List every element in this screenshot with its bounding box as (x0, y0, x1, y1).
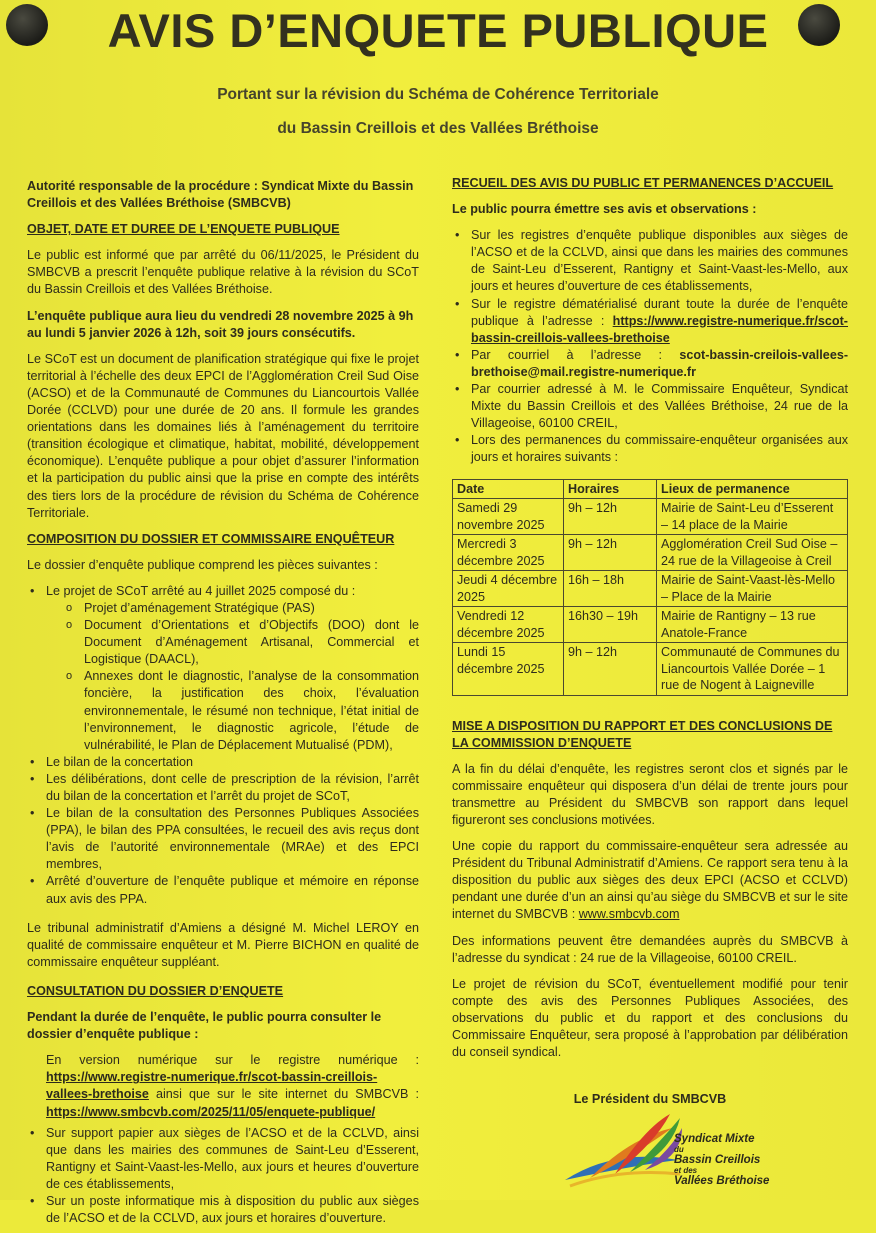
column-header: Lieux de permanence (657, 479, 848, 499)
registre-link[interactable]: https://www.registre-numerique.fr/scot-bassin-creillois-vallees-brethoise (46, 1070, 378, 1102)
commissaire-paragraph: Le tribunal administratif d’Amiens a désigné M. Michel LEROY en qualité de commissaire enquêteur et M. Pierre BICHON en qualité de commissaire enquêteur suppléant. (27, 920, 419, 969)
signature: Le Président du SMBCVB (573, 1092, 727, 1107)
table-cell: 16h – 18h (564, 571, 657, 607)
table-cell: Mairie de Rantigny – 13 rue Anatole-France (657, 607, 848, 643)
consultation-intro: Pendant la durée de l’enquête, le public pourra consulter le dossier d’enquête publique : (27, 1010, 382, 1042)
registre-link-right[interactable]: https://www.registre-numerique.fr/scot-bassin-creillois-vallees-brethoise (471, 313, 848, 345)
table-cell: 9h – 12h (564, 535, 657, 571)
table-cell: Jeudi 4 décembre 2025 (453, 571, 564, 607)
table-row (453, 643, 848, 696)
composition-intro: Le dossier d’enquête publique comprend les pièces suivantes : (27, 557, 378, 572)
recueil-list (452, 227, 848, 466)
list-item: • Les délibérations, dont celle de prescription de la révision, l’arrêt du bilan de la concertation et l’arrêt du projet de SCoT, (27, 771, 419, 805)
table-cell: 9h – 12h (564, 499, 657, 535)
recueil-intro: Le public pourra émettre ses avis et observations : (452, 202, 757, 217)
list-item: • Sur un poste informatique mis à disposition du public aux sièges de l’ACSO et de la CCLVD, aux jours et horaires d’ouverture. (27, 1193, 419, 1227)
rapport-paragraph-3: Des informations peuvent être demandées auprès du SMBCVB à l’adresse du syndicat : 24 rue de la Villageoise, 60100 CREIL. (452, 933, 848, 965)
logo-line-2: du (674, 1145, 684, 1154)
list-item: • Arrêté d’ouverture de l’enquête publique et mémoire en réponse aux avis des PPA. (27, 873, 419, 907)
table-cell: 9h – 12h (564, 643, 657, 696)
consultation-digital (27, 1052, 419, 1120)
table-cell: Samedi 29 novembre 2025 (453, 499, 564, 535)
list-item: • Le bilan de la consultation des Personnes Publiques Associées (PPA), le bilan des PPA consultées, le recueil des avis reçus dont l’avis de l’autorité environnementale (MRAe) et des EPCI membres, (27, 805, 419, 873)
smbcvb-enquete-link[interactable]: https://www.smbcvb.com/2025/11/05/enquete-publique/ (46, 1104, 376, 1119)
logo-text (674, 1133, 769, 1187)
column-header: Date (453, 479, 564, 499)
column-header: Horaires (564, 479, 657, 499)
list-item: • Sur les registres d’enquête publique disponibles aux sièges de l’ACSO et de la CCLVD, ainsi que dans les mairies des communes de Saint-Leu d’Esserent, Rantigny et Saint-Vaast-les-Mello, aux jours et heures d’ouverture de ces établissements, (452, 227, 848, 295)
list-item: • Sur support papier aux sièges de l’ACSO et de la CCLVD, ainsi que dans les mairies des communes de Saint-Leu d’Esserent, Rantigny et Saint-Vaast-les-Mello, aux jours et heures d’ouverture de ces établissements, (27, 1125, 419, 1193)
objet-heading: OBJET, DATE ET DUREE DE L’ENQUETE PUBLIQUE (27, 222, 340, 237)
table-row (453, 499, 848, 535)
list-item: o Projet d’aménagement Stratégique (PAS) (66, 600, 419, 617)
consultation-list (27, 1125, 419, 1228)
smbcvb-website-link[interactable]: www.smbcvb.com (578, 907, 680, 922)
table-header-row (453, 479, 848, 499)
table-row (453, 571, 848, 607)
list-item: o Document d’Orientations et d’Objectifs (DOO) dont le Document d’Aménagement Artisanal, Commercial et Logistique (DAACL), (66, 617, 419, 668)
list-item: o Annexes dont le diagnostic, l’analyse de la consommation foncière, la justification des choix, l’évaluation environnementale, le résumé non technique, l’état initial de l’environnement, le diagnostic agricole, l’étude de vulnérabilité, le Plan de Déplacement Mutualisé (PDM), (66, 668, 419, 753)
consultation-digital-mid: ainsi que sur le site internet du SMBCVB : (155, 1087, 420, 1102)
table-row (453, 607, 848, 643)
table-cell: Communauté de Communes du Liancourtois Vallée Dorée – 1 rue de Nogent à Laigneville (657, 643, 848, 696)
logo-line-3: Bassin Creillois (674, 1154, 761, 1166)
table-cell: Agglomération Creil Sud Oise – 24 rue de la Villageoise à Creil (657, 535, 848, 571)
rapport-paragraph-2 (452, 838, 848, 923)
table-row (453, 535, 848, 571)
subtitle-line1: Portant sur la révision du Schéma de Cohérence Territoriale (217, 86, 659, 103)
subtitle-line2: du Bassin Creillois et des Vallées Bréthoise (277, 120, 599, 137)
table-cell: Mairie de Saint-Vaast-lès-Mello – Place de la Mairie (657, 571, 848, 607)
table-cell: Mairie de Saint-Leu d’Esserent – 14 place de la Mairie (657, 499, 848, 535)
logo-line-1: Syndicat Mixte (674, 1133, 755, 1145)
logo-line-4: et des (674, 1166, 698, 1175)
left-column (27, 178, 419, 1233)
rapport-paragraph-2-text: Une copie du rapport du commissaire-enquêteur sera adressée au Président du Tribunal Administratif d’Amiens. Ce rapport sera tenu à la disposition du public aux sièges des deux EPCI (ACSO et CCLVD) pendant une durée d’un an ainsi qu’au siège du SMBCVB et sur le site internet du SMBCVB : (452, 839, 848, 922)
list-item (452, 296, 848, 347)
composition-heading: COMPOSITION DU DOSSIER ET COMMISSAIRE ENQUÊTEUR (27, 531, 395, 546)
page-title: AVIS D’ENQUETE PUBLIQUE (107, 4, 769, 57)
list-item: • Lors des permanences du commissaire-enquêteur organisées aux jours et horaires suivants : (452, 432, 848, 466)
consultation-heading: CONSULTATION DU DOSSIER D’ENQUETE (27, 983, 284, 998)
recueil-heading: RECUEIL DES AVIS DU PUBLIC ET PERMANENCES D’ACCUEIL (452, 176, 834, 190)
table-cell: Mercredi 3 décembre 2025 (453, 535, 564, 571)
composition-sublist (66, 600, 419, 754)
objet-dates: L’enquête publique aura lieu du vendredi 28 novembre 2025 à 9h au lundi 5 janvier 2026 à 12h, soit 39 jours consécutifs. (27, 308, 414, 340)
consultation-digital-text: En version numérique sur le registre numérique : (46, 1053, 419, 1068)
table-cell: Vendredi 12 décembre 2025 (453, 607, 564, 643)
objet-paragraph-1: Le public est informé que par arrêté du 06/11/2025, le Président du SMBCVB a prescrit l’enquête publique relative à la révision du SCoT du Bassin Creillois et des Vallées Bréthoise. (27, 248, 419, 297)
list-item: • Le bilan de la concertation (27, 754, 419, 771)
courriel-text: Par courriel à l’adresse : (471, 347, 663, 362)
table-cell: 16h30 – 19h (564, 607, 657, 643)
composition-list (27, 583, 419, 908)
list-item (27, 583, 419, 754)
rapport-paragraph-1: A la fin du délai d’enquête, les registres seront clos et signés par le commissaire enquêteur qui disposera d’un délai de trente jours pour transmettre au Président du SMBCVB son rapport dans lequel figureront ses conclusions motivées. (452, 761, 848, 827)
rapport-paragraph-4: Le projet de révision du SCoT, éventuellement modifié pour tenir compte des avis des Personnes Publiques Associées, des observations du public et du rapport et des conclusions du Commissaire Enquêteur, sera proposé à l’approbation par délibération du conseil syndical. (452, 976, 848, 1060)
composition-item-scot: Le projet de SCoT arrêté au 4 juillet 2025 composé du : (46, 583, 356, 598)
rapport-heading: MISE A DISPOSITION DU RAPPORT ET DES CONCLUSIONS DE LA COMMISSION D’ENQUETE (452, 718, 833, 750)
courriel-address[interactable]: scot-bassin-creilois-vallees-brethoise@mail.registre-numerique.fr (471, 347, 849, 379)
right-column (452, 175, 848, 1108)
objet-paragraph-2: Le SCoT est un document de planification stratégique qui fixe le projet territorial à l’échelle des deux EPCI de l’Agglomération Creil Sud Oise (ACSO) et de la Communauté de Communes du Liancourtois Vallée Dorée (CCLVD) pour une durée de 20 ans. Il formule les grandes orientations dans les domaines liés à l’aménagement du territoire (transition écologique et climatique, habitat, mobilité, développement économique). L’enquête publique a pour objet d’assurer l’information et la participation du public ainsi que la prise en compte des intérêts des tiers lors de la procédure de révision du Schéma de Cohérence Territoriale. (27, 351, 419, 520)
list-item (452, 347, 848, 381)
registre-dematerialise-text: Sur le registre dématérialisé durant toute la durée de l’enquête publique à l’adresse : (471, 296, 848, 328)
logo-line-5: Vallées Bréthoise (674, 1175, 770, 1187)
list-item: • Par courrier adressé à M. le Commissaire Enquêteur, Syndicat Mixte du Bassin Creillois et des Vallées Bréthoise, 24 rue de la Villageoise, 60100 CREIL, (452, 381, 848, 432)
table-cell: Lundi 15 décembre 2025 (453, 643, 564, 696)
permanences-table (452, 479, 848, 696)
authority-text: Autorité responsable de la procédure : Syndicat Mixte du Bassin Creillois et des Vallées Bréthoise (SMBCVB) (27, 179, 414, 211)
